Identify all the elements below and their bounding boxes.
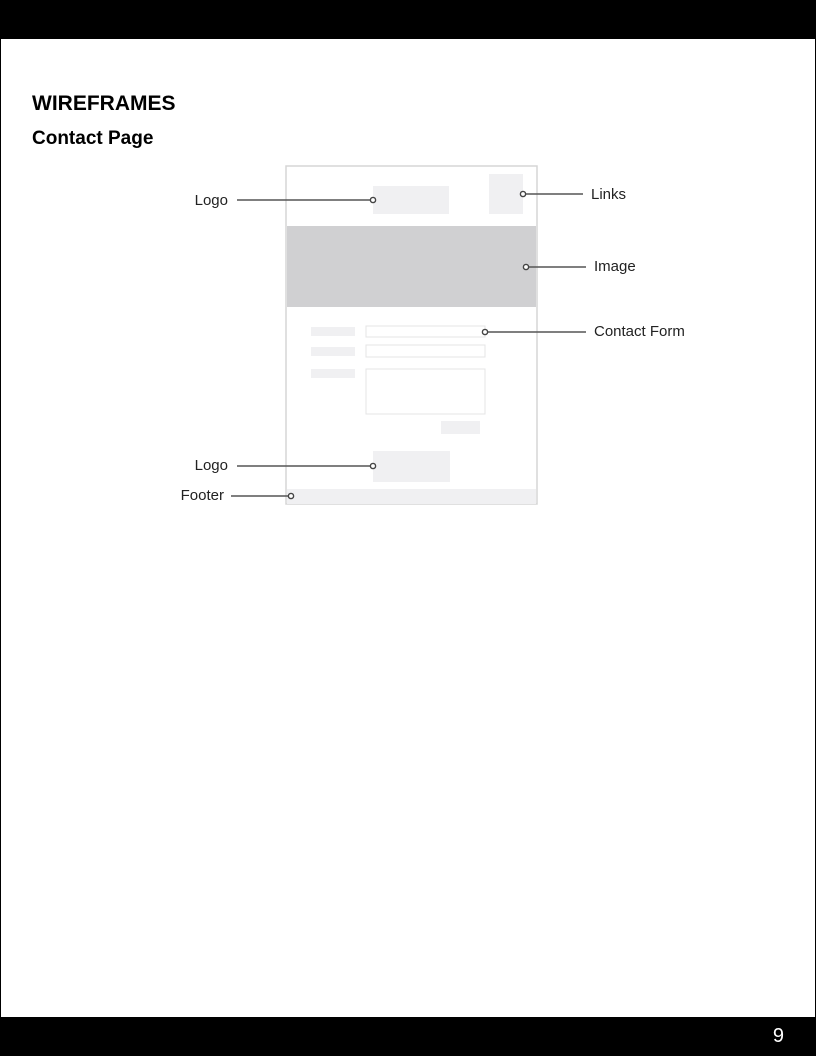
wireframe-form-label — [311, 347, 355, 356]
wireframe-footer-logo — [373, 451, 450, 482]
wireframe-form-submit — [441, 421, 480, 434]
page-subtitle: Contact Page — [32, 128, 154, 149]
wireframe-form-input — [366, 326, 485, 337]
wireframe-links-block — [489, 174, 523, 214]
callout-dot — [520, 191, 525, 196]
wireframe-header-logo — [373, 186, 449, 214]
page-number: 9 — [772, 1025, 784, 1047]
wireframe-form-input — [366, 345, 485, 357]
callout-dot — [523, 264, 528, 269]
callout-label-image: Image — [594, 258, 636, 275]
callout-label-logo-top: Logo — [194, 192, 228, 209]
bottom-bar — [0, 1017, 816, 1056]
wireframe-form-textarea — [366, 369, 485, 414]
wireframe-form-label — [311, 369, 355, 378]
page-title: WIREFRAMES — [32, 92, 176, 115]
callout-dot — [370, 197, 375, 202]
callout-label-links: Links — [591, 186, 627, 203]
wireframe-footer-band — [287, 489, 536, 504]
callout-dot — [370, 463, 375, 468]
wireframe-form-label — [311, 327, 355, 336]
callout-label-footer: Footer — [180, 487, 224, 504]
callout-dot — [482, 329, 487, 334]
callout-label-logo-bottom: Logo — [194, 457, 228, 474]
wireframe-image-block — [287, 226, 536, 307]
callout-label-contact-form: Contact Form — [594, 323, 685, 340]
callout-dot — [288, 493, 293, 498]
